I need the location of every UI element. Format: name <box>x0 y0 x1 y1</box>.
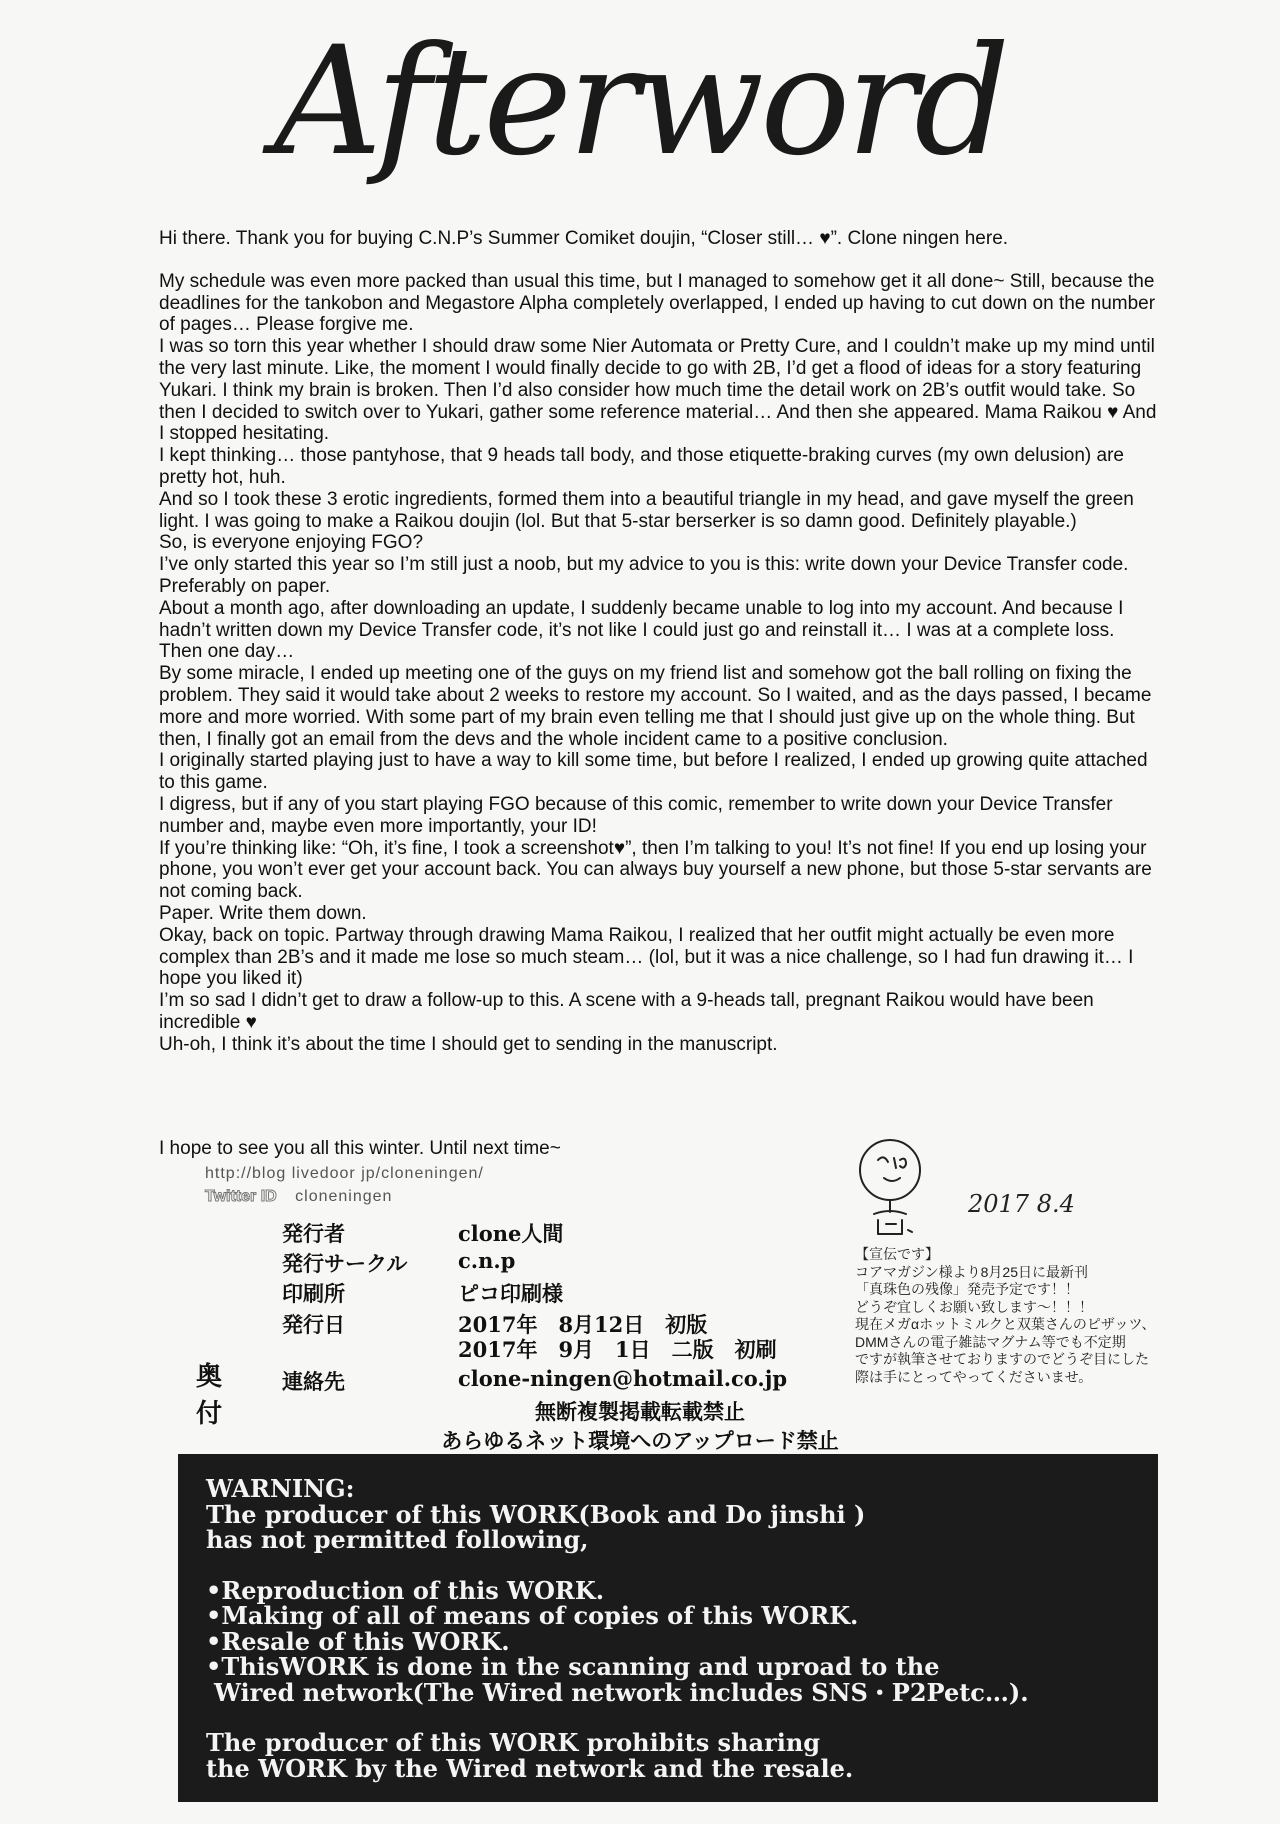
paragraph: I’m so sad I didn’t get to draw a follow-up to this. A scene with a 9-heads tall, pregnant Raikou would have been incredible ♥ <box>159 990 1094 1033</box>
warning-bullet: •ThisWORK is done in the scanning and uproad to the <box>206 1652 940 1681</box>
signature-drawing-icon <box>848 1130 1108 1240</box>
twitter-row <box>205 1188 392 1206</box>
signature-date: 2017 8.4 <box>968 1190 1075 1218</box>
paragraph: If you’re thinking like: “Oh, it’s fine, I took a screenshot♥”, then I’m talking to you! It’s not fine! If you end up losing your phone, you won’t ever get your account back. You can always buy yourself a new phone, but those 5-star servants are not coming back. <box>159 837 1152 903</box>
warning-bullet: •Making of all of means of copies of this WORK. <box>206 1601 859 1630</box>
promo-line: どうぞ宜しくお願い致します～！！！ <box>855 1298 1093 1315</box>
colophon-key: 発行者 <box>282 1221 345 1246</box>
colophon-key: 印刷所 <box>282 1281 345 1306</box>
okuzuke-label: 奥付 <box>196 1362 223 1429</box>
warning-box <box>178 1454 1158 1802</box>
promo-line: 際は手にとってやってくださいませ。 <box>855 1368 1093 1385</box>
paragraph: By some miracle, I ended up meeting one of the guys on my friend list and somehow got the ball rolling on fixing the problem. They said it would take about 2 weeks to restore my account. So I waited, and as the days passed, I became more and more worried. With some part of my brain even telling me that I should just give up on the whole thing. But then, I finally got an email from the devs and the whole incident came to a positive conclusion. <box>159 663 1152 750</box>
colophon-value: ピコ印刷様 <box>458 1281 563 1306</box>
signature-sketch <box>848 1130 1108 1240</box>
warning-intro: has not permitted following, <box>206 1525 589 1554</box>
warning-bullet: •Reproduction of this WORK. <box>206 1575 605 1605</box>
paragraph: About a month ago, after downloading an update, I suddenly became unable to log into my account. And because I hadn’t written down my Device Transfer code, it’s not like I could just go and reinstall it… I was at a complete loss. <box>159 597 1124 641</box>
paragraph: And so I took these 3 erotic ingredients, formed them into a beautiful triangle in my head, and gave myself the green light. I was going to make a Raikou doujin (lol. But that 5-star berserker is so damn good. Definitely playable.) <box>159 488 1134 532</box>
prohibit-notice: あらゆるネット環境へのアップロード禁止 <box>441 1428 839 1453</box>
twitter-id: cloneningen <box>295 1188 393 1205</box>
blog-url: http://blog livedoor jp/cloneningen/ <box>205 1165 484 1182</box>
paragraph: Then one day… <box>159 641 295 663</box>
warning-outro: the WORK by the Wired network and the resale. <box>206 1753 854 1783</box>
paragraph: Paper. Write them down. <box>159 902 367 924</box>
promo-line: DMMさんの電子雑誌マグナム等でも不定期 <box>855 1333 1126 1350</box>
paragraph: My schedule was even more packed than usual this time, but I managed to somehow get it all done~ Still, because the deadlines for the tankobon and Megastore Alpha completely overlapped, I ended up having to cut down on the number of pages… Please forgive me. <box>159 270 1156 336</box>
paragraph: I was so torn this year whether I should draw some Nier Automata or Pretty Cure, and I couldn’t make up my mind until the very last minute. Like, the moment I would finally decide to go with 2B, I’d get a flood of ideas for a story featuring Yukari. I think my brain is broken. Then I’d also consider how much time the detail work on 2B’s outfit would take. So then I decided to switch over to Yukari, gather some reference material… And then she appeared. Mama Raikou ♥ And I stopped hesitating. <box>159 336 1157 445</box>
paragraph: I digress, but if any of you start playing FGO because of this comic, remember to write down your Device Transfer number and, maybe even more importantly, your ID! <box>159 793 1113 837</box>
promo-line: 現在メガαホットミルクと双葉さんのピザッツ、 <box>855 1316 1156 1332</box>
warning-intro: The producer of this WORK(Book and Do jinshi ) <box>206 1499 866 1529</box>
paragraph: I originally started playing just to have a way to kill some time, but before I realized, I ended up growing quite attached to this game. <box>159 750 1148 794</box>
promo-notice <box>855 1246 1195 1386</box>
colophon-key: 発行日 <box>282 1312 345 1337</box>
warning-outro: The producer of this WORK prohibits sharing <box>206 1728 821 1757</box>
colophon-key: 連絡先 <box>282 1369 345 1394</box>
warning-bullet: •Resale of this WORK. <box>206 1626 510 1656</box>
greeting-paragraph: Hi there. Thank you for buying C.N.P’s Summer Comiket doujin, “Closer still… ♥”. Clone ningen here. <box>159 228 1009 249</box>
closing-line: I hope to see you all this winter. Until next time~ <box>159 1138 561 1159</box>
page-title: Afterword <box>273 15 1007 189</box>
colophon-value: 2017年 9月 1日 二版 初刷 <box>458 1337 777 1362</box>
warning-bullet: Wired network(The Wired network includes SNS・P2Petc…). <box>214 1677 1029 1707</box>
promo-line: 「真珠色の残像」発売予定です！！ <box>855 1281 1079 1297</box>
prohibit-notice: 無断複製掲載転載禁止 <box>535 1399 745 1424</box>
paragraph: I kept thinking… those pantyhose, that 9 heads tall body, and those etiquette-braking curves (my own delusion) are pretty hot, huh. <box>159 445 1124 488</box>
colophon-value: clone-ningen@hotmail.co.jp <box>458 1366 788 1391</box>
colophon-key: 発行サークル <box>282 1251 408 1276</box>
promo-line: コアマガジン様より8月25日に最新刊 <box>855 1263 1089 1280</box>
afterword-body <box>159 228 1161 1055</box>
paragraph: So, is everyone enjoying FGO? <box>159 532 424 554</box>
promo-line: 【宣伝です】 <box>855 1246 939 1262</box>
paragraph: Uh-oh, I think it’s about the time I should get to sending in the manuscript. <box>159 1033 778 1055</box>
paragraph: I’ve only started this year so I’m still just a noob, but my advice to you is this: write down your Device Transfer code. Preferably on paper. <box>159 554 1129 597</box>
colophon-value: c.n.p <box>458 1248 516 1273</box>
colophon-value: 2017年 8月12日 初版 <box>458 1312 708 1337</box>
colophon-value: clone人間 <box>458 1221 564 1246</box>
twitter-label: Twitter ID <box>205 1188 277 1205</box>
paragraph: Okay, back on topic. Partway through drawing Mama Raikou, I realized that her outfit might actually be even more complex than 2B’s and it made me lose so much steam… (lol, but it was a nice challenge, so I had fun drawing it… I hope you liked it) <box>159 924 1134 990</box>
promo-line: ですが執筆させておりますのでどうぞ目にした <box>855 1351 1149 1367</box>
warning-heading: WARNING: <box>206 1474 355 1503</box>
